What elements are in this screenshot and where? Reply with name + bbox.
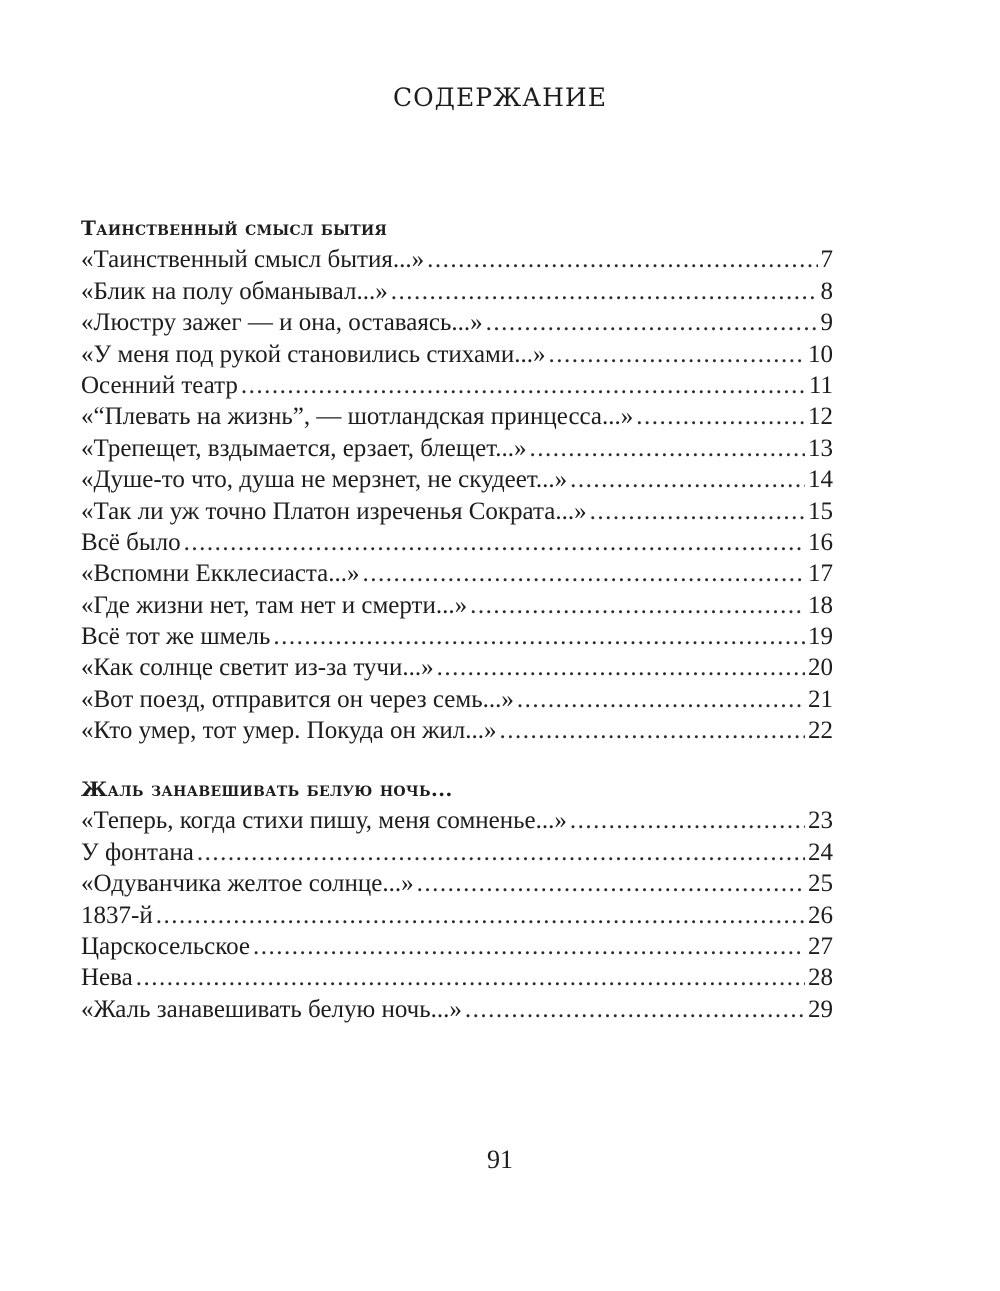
entry-title: Нева [81,964,133,992]
entry-page: 21 [808,685,833,713]
entry-page: 8 [820,277,833,305]
entry-title: «Люстру зажег — и она, оставаясь...» [81,309,483,337]
entry-title: Царскосельское [81,932,250,960]
toc-entry [81,962,833,993]
toc-section-2 [81,774,833,1025]
entry-page: 13 [808,434,833,462]
dot-leader [427,244,817,275]
toc-entry [81,805,833,836]
dot-leader [391,276,818,307]
dot-leader [253,931,805,962]
toc-entry [81,715,833,746]
toc-entry [81,558,833,589]
entry-page: 29 [808,995,833,1023]
toc-entry [81,837,833,868]
entry-page: 24 [808,838,833,866]
entry-title: Всё тот же шмель [81,623,271,651]
toc-entry [81,307,833,338]
page-title: СОДЕРЖАНИЕ [393,83,607,112]
entry-page: 16 [808,528,833,556]
dot-leader [570,805,805,836]
dot-leader [486,307,818,338]
entry-title: «Трепещет, вздымается, ерзает, блещет...» [81,434,527,462]
entry-page: 19 [808,623,833,651]
toc-entry [81,900,833,931]
entry-page: 17 [808,560,833,588]
dot-leader [363,558,805,589]
entry-page: 10 [808,340,833,368]
entry-page: 12 [808,403,833,431]
entry-title: Осенний театр [81,371,238,399]
page-number: 91 [487,1145,513,1174]
toc-entry [81,370,833,401]
toc-entry [81,401,833,432]
dot-leader [437,652,805,683]
dot-leader [470,590,805,621]
section-heading: Жаль занавешивать белую ночь... [81,777,453,801]
entry-page: 9 [820,309,833,337]
toc-entry [81,590,833,621]
dot-leader [417,868,805,899]
toc-entry [81,868,833,899]
entry-page: 26 [808,901,833,929]
toc-entry [81,339,833,370]
dot-leader [530,433,805,464]
dot-leader [197,837,805,868]
entry-page: 27 [808,932,833,960]
entry-title: «Где жизни нет, там нет и смерти...» [81,591,468,619]
entry-page: 18 [808,591,833,619]
toc-entry [81,433,833,464]
entry-title: «Таинственный смысл бытия...» [81,246,425,274]
entry-title: «Вот поезд, отправится он через семь...» [81,685,514,713]
entry-page: 20 [808,654,833,682]
toc-entry [81,621,833,652]
entry-page: 22 [808,717,833,745]
entry-page: 14 [808,466,833,494]
entry-page: 23 [808,807,833,835]
dot-leader [517,684,805,715]
toc-entry [81,931,833,962]
entry-page: 15 [808,497,833,525]
dot-leader [465,994,805,1025]
entry-title: 1837-й [81,901,153,929]
toc-entry [81,994,833,1025]
entry-title: У фонтана [81,838,194,866]
entry-title: «Как солнце светит из-за тучи...» [81,654,434,682]
toc-entry [81,276,833,307]
entry-title: «Блик на полу обманывал...» [81,277,388,305]
toc-section-1 [81,213,833,747]
toc-entry [81,464,833,495]
dot-leader [570,464,805,495]
toc-entry [81,244,833,275]
entry-title: Всё было [81,528,181,556]
section-heading: Таинственный смысл бытия [81,216,388,240]
dot-leader [590,496,805,527]
toc-entry [81,652,833,683]
dot-leader [549,339,805,370]
toc-entry [81,527,833,558]
entry-title: «У меня под рукой становились стихами...» [81,340,546,368]
toc-entry [81,496,833,527]
dot-leader [636,401,805,432]
dot-leader [136,962,805,993]
entry-title: «Душе-то что, душа не мерзнет, не скудеет...» [81,466,568,494]
entry-page: 25 [808,870,833,898]
dot-leader [500,715,805,746]
entry-page: 7 [820,246,833,274]
entry-title: «Одуванчика желтое солнце...» [81,870,414,898]
entry-title: «Теперь, когда стихи пишу, меня сомненье...» [81,807,567,835]
dot-leader [184,527,805,558]
entry-page: 11 [808,371,833,399]
entry-title: «Кто умер, тот умер. Покуда он жил...» [81,717,497,745]
dot-leader [156,900,805,931]
toc-entry [81,684,833,715]
entry-title: «“Плевать на жизнь”, — шотландская принцесса...» [81,403,634,431]
dot-leader [241,370,806,401]
dot-leader [273,621,805,652]
entry-title: «Жаль занавешивать белую ночь...» [81,995,462,1023]
entry-title: «Вспомни Екклесиаста...» [81,560,360,588]
entry-title: «Так ли уж точно Платон изреченья Сократа...» [81,497,587,525]
entry-page: 28 [808,964,833,992]
